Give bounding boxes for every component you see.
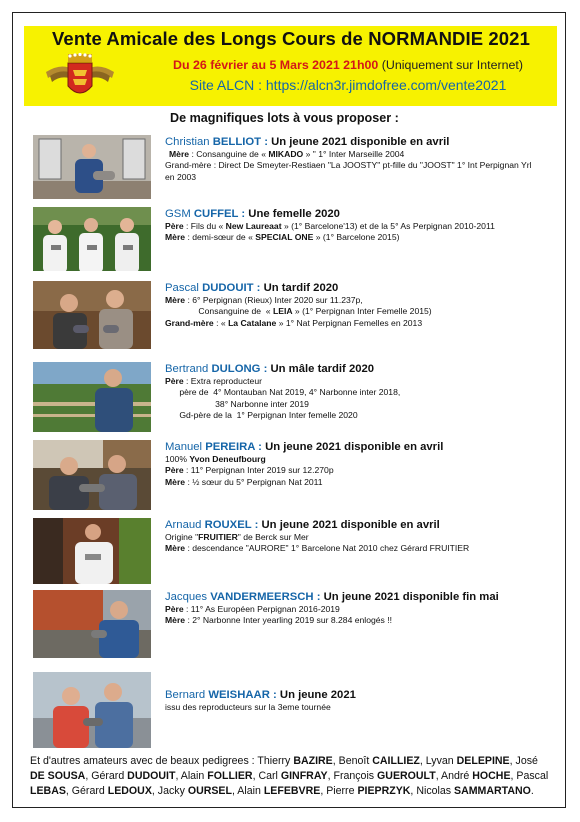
lot-photo (33, 362, 151, 432)
breeder-first-name: GSM (165, 208, 191, 220)
pedigree-line: Mère : demi-sœur de « SPECIAL ONE » (1° Barcelone 2015) (165, 232, 400, 243)
breeder-first-name: Christian (165, 136, 210, 148)
breeder-last-name: DUDOUIT (202, 282, 254, 294)
pedigree-line: Mère : ½ sœur du 5° Perpignan Nat 2011 (165, 476, 323, 487)
pedigree-line: père de 4° Montauban Nat 2019, 4° Narbonne inter 2018, (165, 387, 401, 398)
site-line (140, 77, 556, 93)
breeder-last-name: VANDERMEERSCH (210, 591, 314, 603)
pedigree-line: Père : Fils du « New Laureaat » (1° Barcelone'13) et de la 5° As Perpignan 2010-2011 (165, 221, 495, 231)
lot-photo (33, 590, 151, 658)
breeder-first-name: Jacques (165, 591, 208, 603)
site-url-link[interactable]: https://alcn3r.jimdofree.com/vente2021 (265, 77, 507, 93)
breeder-first-name: Manuel (165, 441, 203, 453)
pedigree-line: Grand-mère : « La Catalane » 1° Nat Perpignan Femelles en 2013 (165, 317, 423, 328)
breeder-last-name: CUFFEL (193, 208, 239, 220)
other-breeders-paragraph (30, 754, 550, 799)
breeder-last-name: DULONG (211, 363, 261, 375)
lot-photo (33, 135, 151, 199)
pedigree-line: Mère : descendance "AURORE" 1° Barcelone Nat 2010 chez Gérard FRUITIER (165, 543, 470, 554)
pedigree-line: Père : 11° As Européen Perpignan 2016-2019 (165, 604, 340, 614)
sale-dates-highlight: Du 26 février au 5 Mars 2021 21h00 (173, 58, 379, 72)
pedigree-line: Mère : 2° Narbonne Inter yearling 2019 sur 8.284 enlogés !! (165, 615, 393, 626)
lot-photo (33, 440, 151, 510)
pedigree-line: Grand-mère : Direct De Smeyter-Restiaen "La JOOSTY" pt-fille du "JOOST" 1° Int Perpignan Yrl (165, 160, 532, 171)
breeder-last-name: WEISHAAR (208, 689, 270, 701)
pedigree-line: en 2003 (165, 171, 197, 182)
lot-description: Un jeune 2021 disponible en avril (271, 136, 450, 148)
pedigree-line: Gd-père de la 1° Perpignan Inter femelle 2020 (165, 410, 358, 421)
club-crest-logo (44, 52, 116, 106)
pedigree-line: Origine "FRUITIER" de Berck sur Mer (165, 532, 309, 542)
sale-dates-note: (Uniquement sur Internet) (381, 58, 523, 72)
breeder-first-name: Pascal (165, 282, 199, 294)
pedigree-line: 38° Narbonne inter 2019 (165, 398, 309, 409)
lot-photo (33, 207, 151, 271)
pedigree-line: 100% Yvon Deneufbourg (165, 454, 266, 464)
pedigree-line: Mère : 6° Perpignan (Rieux) Inter 2020 sur 11.237p, (165, 295, 363, 305)
lot-description: Une femelle 2020 (248, 208, 340, 220)
lot-description: Un tardif 2020 (263, 282, 339, 294)
lots-subtitle: De magnifiques lots à vous proposer : (170, 111, 399, 125)
pedigree-line: Père : 11° Perpignan Inter 2019 sur 12.270p (165, 465, 334, 476)
sale-dates (140, 58, 556, 72)
page-title: Vente Amicale des Longs Cours de NORMANDIE 2021 (52, 28, 530, 49)
breeder-last-name: BELLIOT (212, 136, 262, 148)
lot-photo (33, 672, 151, 748)
lot-description: Un mâle tardif 2020 (270, 363, 375, 375)
pedigree-line: Mère : Consanguine de « MIKADO » " 1° Inter Marseille 2004 (169, 149, 405, 159)
lot-description: Un jeune 2021 (279, 689, 356, 701)
lot-description: Un jeune 2021 disponible fin mai (323, 591, 499, 603)
footer-intro: Et d'autres amateurs avec de beaux pedigrees : Thierry BAZIRE, Benoît CAILLIEZ, Lyvan DELEPINE, José DE SOUSA, Gérard DUDOUIT, Alain FOLLIER, Carl GINFRAY, François GUEROULT, André HOCHE, Pascal LEBAS, Gérard LEDOUX, Jacky OURSEL, Alain LEFEBVRE, Pierre PIEPRZYK, Nicolas SAMMARTANO. (30, 755, 549, 797)
site-label: Site ALCN : (189, 77, 262, 93)
breeder-first-name: Arnaud (165, 519, 202, 531)
pedigree-line: issu des reproducteurs sur la 3eme tournée (165, 702, 331, 712)
lot-description: Un jeune 2021 disponible en avril (265, 441, 444, 453)
pedigree-line: Père : Extra reproducteur (165, 376, 262, 386)
lot-description: Un jeune 2021 disponible en avril (261, 519, 440, 531)
breeder-first-name: Bernard (165, 689, 206, 701)
breeder-last-name: PEREIRA (205, 441, 256, 453)
lot-photo (33, 281, 151, 349)
breeder-first-name: Bertrand (165, 363, 209, 375)
pedigree-line: Consanguine de « LEIA » (1° Perpignan Inter Femelle 2015) (165, 306, 432, 317)
lot-photo (33, 518, 151, 584)
breeder-last-name: ROUXEL (204, 519, 252, 531)
